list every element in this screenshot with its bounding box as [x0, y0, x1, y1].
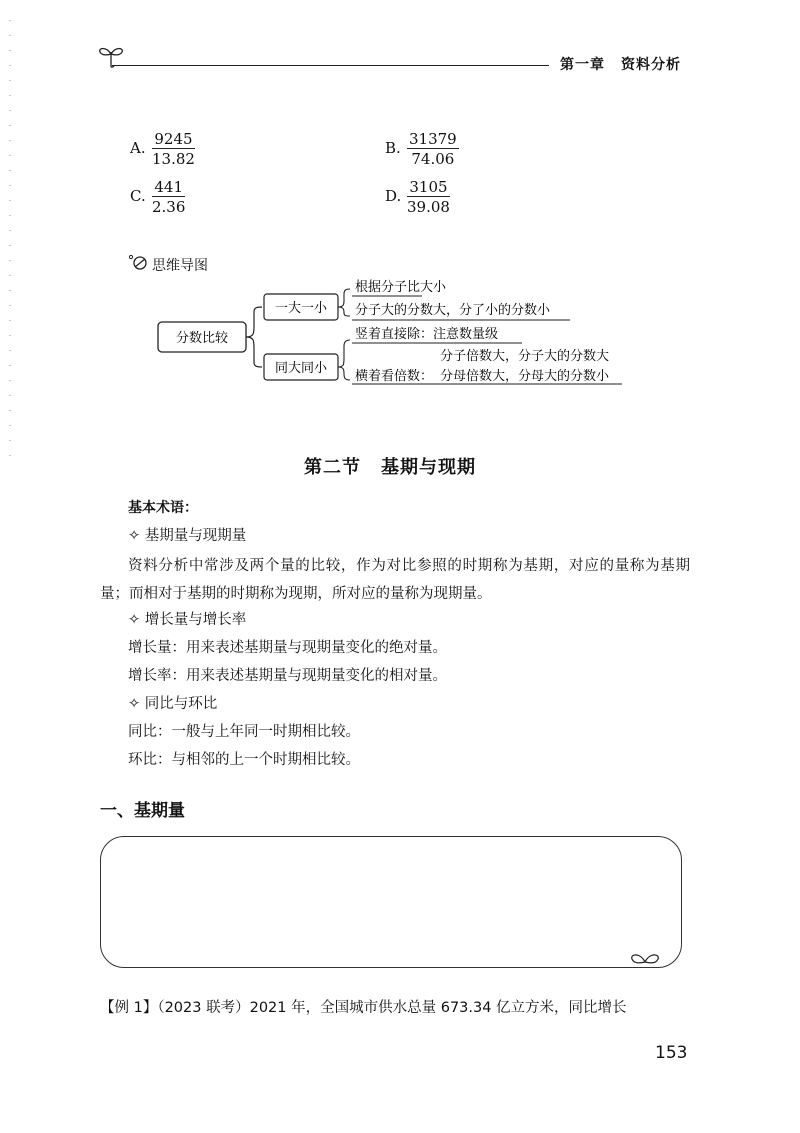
- term-title-1: ✧ 基期量与现期量: [128, 528, 247, 544]
- mindmap-branch1-line2: 分子大的分数大，分了小的分数小: [355, 303, 551, 318]
- option-label: C.: [130, 187, 146, 205]
- option-label: D.: [385, 187, 402, 205]
- term-line-yoy: 同比：一般与上年同一时期相比较。: [128, 724, 360, 740]
- numerator: 31379: [409, 130, 457, 148]
- fraction: [152, 178, 185, 217]
- chapter-label: 第一章: [560, 57, 605, 73]
- mindmap-horizontal-label: 横着看倍数：: [355, 369, 434, 384]
- example-question: 【例 1】（2023 联考）2021 年，全国城市供水总量 673.34 亿立方米，同比增长: [100, 1000, 627, 1016]
- denominator: 39.08: [407, 198, 450, 216]
- mindmap-branch1-line1: 根据分子比大小: [355, 280, 447, 295]
- mindmap-root: 分数比较: [175, 331, 229, 346]
- mindmap-title-text: 思维导图: [152, 258, 208, 274]
- term-line-mom: 环比：与相邻的上一个时期相比较。: [128, 752, 360, 768]
- fraction: [152, 130, 195, 169]
- mindmap-diagram: [150, 274, 630, 400]
- fraction: [407, 130, 459, 169]
- mindmap-vertical: 竖着直接除：注意数量级: [355, 327, 499, 342]
- option-label: A.: [130, 139, 146, 157]
- term-line-growth-amount: 增长量：用来表述基期量与现期量变化的绝对量。: [128, 640, 447, 656]
- numerator: 441: [152, 178, 185, 197]
- numerator: 3105: [407, 178, 450, 197]
- sprout-icon: [628, 948, 662, 968]
- section-title: [0, 453, 780, 479]
- term-title-3: ✧ 同比与环比: [128, 696, 218, 712]
- term-paragraph-1: 资料分析中常涉及两个量的比较，作为对比参照的时期称为基期，对应的量称为基期量；而相对于基期的时期称为现期，所对应的量称为现期量。: [100, 558, 690, 602]
- page-number: 153: [655, 1043, 688, 1063]
- denominator: 74.06: [411, 150, 455, 168]
- note-box: [100, 836, 682, 968]
- denominator: 2.36: [152, 198, 186, 216]
- running-header: [560, 54, 681, 74]
- header-rule: [112, 65, 549, 66]
- mindmap-icon: [128, 254, 148, 270]
- terms-heading: 基本术语：: [128, 500, 198, 516]
- mindmap-title: [128, 254, 208, 275]
- option-label: B.: [385, 139, 401, 157]
- term-title-2: ✧ 增长量与增长率: [128, 612, 247, 628]
- margin-dots: [9, 20, 11, 470]
- mindmap-branch2: 同大同小: [274, 361, 328, 376]
- fraction: [407, 178, 450, 217]
- numerator: 9245: [152, 130, 195, 149]
- section-name: 基期与现期: [381, 457, 476, 478]
- heading-base-period: 一、基期量: [100, 801, 185, 821]
- section-label: 资料分析: [621, 57, 681, 73]
- section-number: 第二节: [304, 457, 361, 478]
- term-line-growth-rate: 增长率：用来表述基期量与现期量变化的相对量。: [128, 668, 447, 684]
- mindmap-horizontal-item2: 分母倍数大，分母大的分数小: [440, 369, 610, 384]
- mindmap-branch1: 一大一小: [274, 301, 328, 316]
- mindmap-horizontal-item1: 分子倍数大，分子大的分数大: [440, 349, 610, 364]
- denominator: 13.82: [152, 150, 195, 168]
